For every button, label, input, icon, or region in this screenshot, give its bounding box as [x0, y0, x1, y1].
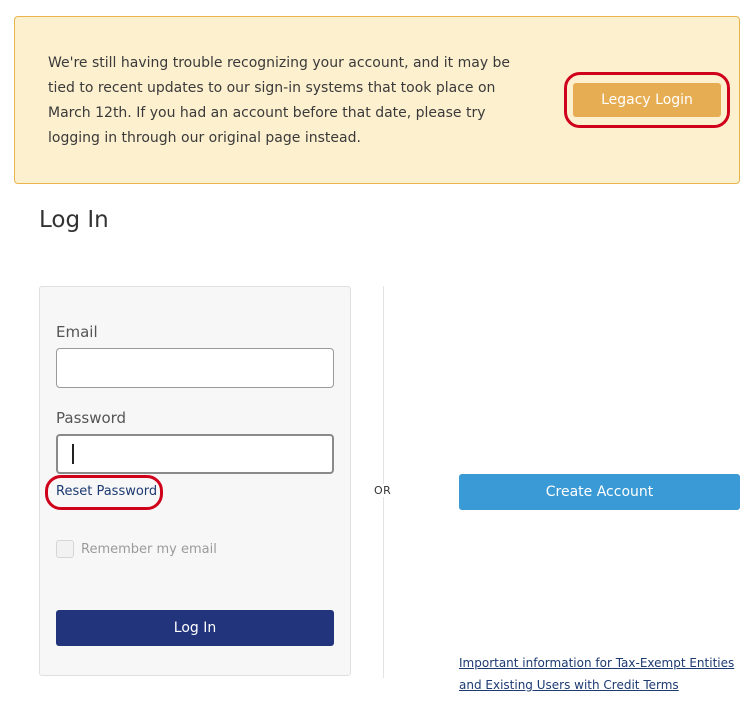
email-label: Email [56, 323, 98, 341]
or-separator: OR [374, 484, 392, 497]
login-panel [39, 286, 351, 676]
email-input[interactable] [56, 348, 334, 388]
remember-email-row [56, 540, 217, 558]
vertical-divider [383, 286, 384, 678]
remember-email-label: Remember my email [81, 541, 217, 557]
legacy-login-button[interactable]: Legacy Login [573, 83, 721, 117]
password-input[interactable] [56, 434, 334, 474]
page-title: Log In [39, 207, 109, 233]
password-label: Password [56, 409, 127, 427]
account-alert-banner [14, 16, 740, 184]
reset-password-link[interactable]: Reset Password [56, 484, 158, 499]
log-in-button[interactable]: Log In [56, 610, 334, 646]
create-account-button[interactable]: Create Account [459, 474, 740, 510]
alert-message: We're still having trouble recognizing your account, and it may be tied to recent updates to our sign-in systems that took place on March 12th. If you had an account before that date, please try logging in through our original page instead. [48, 55, 511, 146]
tax-exempt-info-link[interactable]: Important information for Tax-Exempt Entities and Existing Users with Credit Terms [459, 656, 735, 692]
text-caret [72, 444, 74, 464]
remember-email-checkbox[interactable] [56, 540, 74, 558]
